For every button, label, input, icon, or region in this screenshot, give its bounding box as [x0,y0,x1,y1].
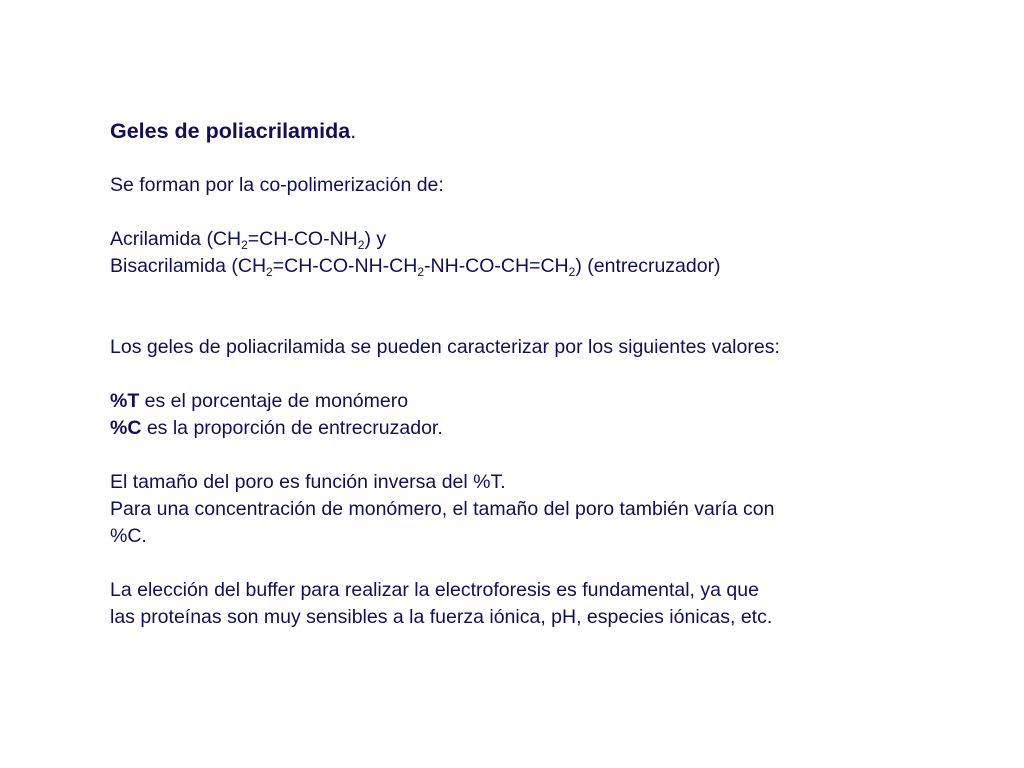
spacer [110,145,990,172]
formula-subscript: 2 [357,238,365,252]
t-text: es el porcentaje de monómero [139,390,409,412]
characterize-line: Los geles de poliacrilamida se pueden caracterizar por los siguientes valores: [110,336,780,358]
spacer [110,199,990,226]
t-label: %T [110,390,140,412]
buffer-line: las proteínas son muy sensibles a la fuerza iónica, pH, especies iónicas, etc. [110,606,773,628]
formula-text: =CH-CO-NH [247,228,358,250]
buffer-line: La elección del buffer para realizar la electroforesis es fundamental, ya que [110,579,759,601]
pore-line: %C. [110,525,147,547]
formula-subscript: 2 [266,265,273,279]
c-text: es la proporción de entrecruzador. [141,417,443,439]
spacer [110,442,990,469]
formula-text: Bisacrilamida (CH [110,255,267,277]
spacer [110,550,990,577]
pore-line: Para una concentración de monómero, el tamaño del poro también varía con [110,498,775,520]
spacer [110,361,990,388]
slide-content [110,118,990,631]
c-label: %C [110,417,142,439]
c-definition [110,415,990,442]
formula-text: Acrilamida (CH [110,228,242,250]
bisacrylamide-formula [110,253,990,280]
title-text: Geles de poliacrilamida [110,119,351,143]
formula-text: -NH-CO-CH=CH [424,255,569,277]
title-period: . [350,119,357,143]
formula-subscript: 2 [417,265,425,279]
formula-subscript: 2 [241,238,248,252]
intro-line: Se forman por la co-polimerización de: [110,174,444,196]
slide-title [110,118,990,145]
formula-text: =CH-CO-NH-CH [272,255,418,277]
acrylamide-formula [110,226,990,253]
formula-text: ) y [364,228,387,250]
formula-subscript: 2 [568,265,576,279]
t-definition [110,388,990,415]
spacer [110,280,990,334]
formula-text: ) (entrecruzador) [575,255,721,277]
pore-line: El tamaño del poro es función inversa del %T. [110,471,506,493]
